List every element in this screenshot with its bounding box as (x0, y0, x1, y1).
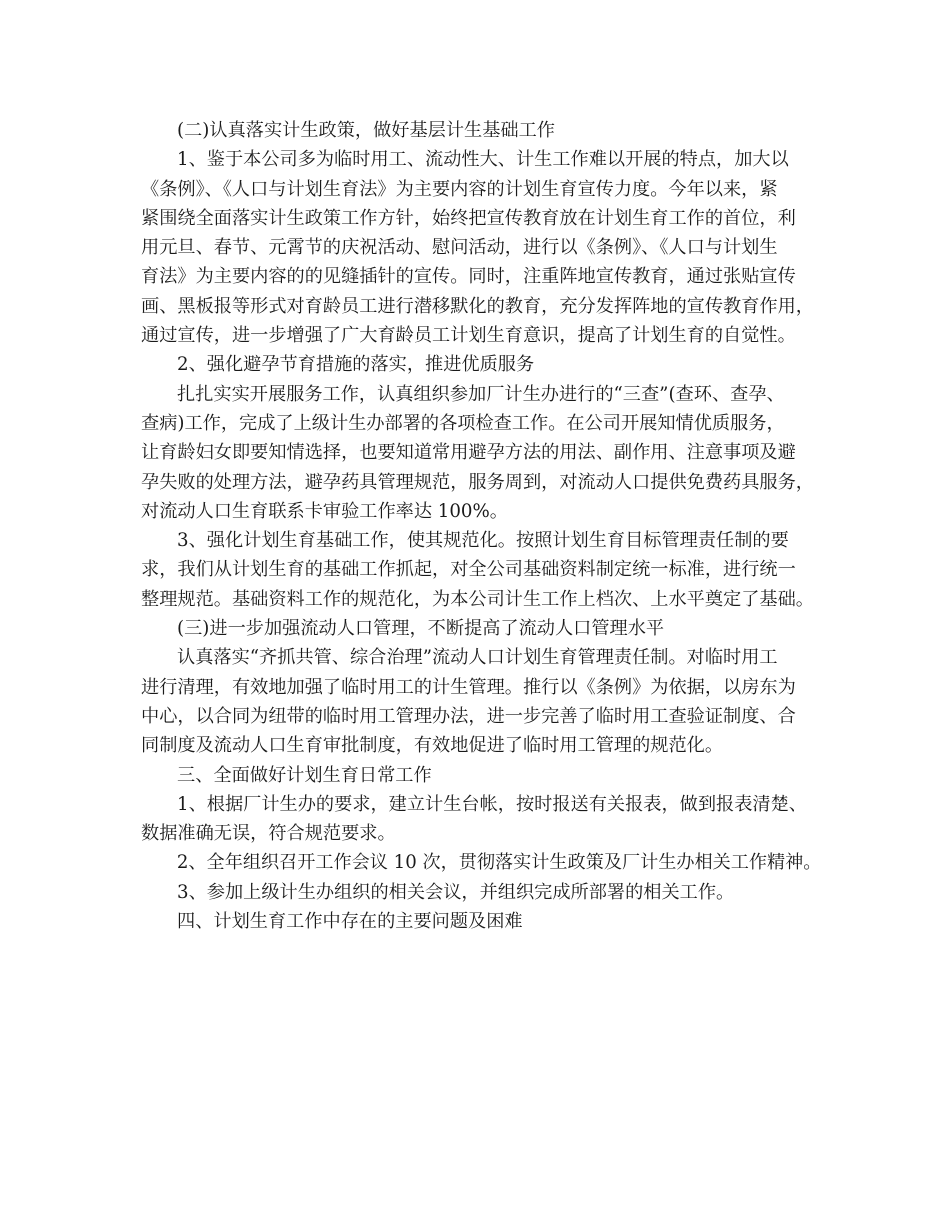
document-paragraph (141, 614, 821, 643)
paragraph-line: 3、参加上级计生办组织的相关会议，并组织完成所部署的相关工作。 (177, 881, 735, 903)
document-paragraph (141, 145, 821, 350)
paragraph-line: (二)认真落实计生政策，做好基层计生基础工作 (177, 120, 555, 141)
document-paragraph (141, 350, 821, 379)
paragraph-line: 画、黑板报等形式对育龄员工进行潜移默化的教育，充分发挥阵地的宣传教育作用， (141, 295, 814, 317)
document-paragraph (141, 907, 821, 936)
paragraph-line: 认真落实“齐抓共管、综合治理”流动人口计划生育管理责任制。对临时用工 (177, 647, 778, 669)
paragraph-line: 1、鉴于本公司多为临时用工、流动性大、计生工作难以开展的特点，加大以 (177, 149, 789, 171)
document-paragraph (141, 643, 821, 760)
paragraph-line: 孕失败的处理方法，避孕药具管理规范，服务周到，对流动人口提供免费药具服务， (141, 471, 814, 493)
paragraph-line: 《条例》、《人口与计划生育法》为主要内容的计划生育宣传力度。今年以来，紧 (141, 178, 778, 200)
document-paragraph (141, 790, 821, 849)
paragraph-line: 扎扎实实开展服务工作，认真组织参加厂计生办进行的“三查”(查环、查孕、 (177, 383, 785, 405)
paragraph-line: 通过宣传，进一步增强了广大育龄员工计划生育意识，提高了计划生育的自觉性。 (141, 325, 796, 347)
paragraph-line: 同制度及流动人口生育审批制度，有效地促进了临时用工管理的规范化。 (141, 735, 724, 757)
paragraph-line: 四、计划生育工作中存在的主要问题及困难 (177, 911, 523, 933)
paragraph-line: 对流动人口生育联系卡审验工作率达 100%。 (141, 500, 508, 522)
paragraph-line: 整理规范。基础资料工作的规范化，为本公司计生工作上档次、上水平奠定了基础。 (141, 588, 814, 610)
paragraph-line: 育法》为主要内容的的见缝插针的宣传。同时，注重阵地宣传教育，通过张贴宣传 (141, 266, 796, 288)
document-paragraph (141, 761, 821, 790)
paragraph-line: 求，我们从计划生育的基础工作抓起，对全公司基础资料制定统一标准，进行统一 (141, 559, 796, 581)
paragraph-line: 2、全年组织召开工作会议 10 次，贯彻落实计生政策及厂计生办相关工作精神。 (176, 852, 822, 874)
paragraph-line: 中心，以合同为纽带的临时用工管理办法，进一步完善了临时用工查验证制度、合 (141, 705, 796, 727)
paragraph-line: 2、强化避孕节育措施的落实，推进优质服务 (177, 354, 535, 376)
paragraph-line: 紧围绕全面落实计生政策工作方针，始终把宣传教育放在计划生育工作的首位，利 (141, 207, 796, 229)
document-paragraph (141, 116, 821, 145)
paragraph-line: 查病)工作，完成了上级计生办部署的各项检查工作。在公司开展知情优质服务， (141, 412, 785, 434)
document-page (141, 116, 821, 936)
paragraph-line: 进行清理，有效地加强了临时用工的计生管理。推行以《条例》为依据，以房东为 (141, 676, 796, 698)
document-paragraph (141, 848, 821, 877)
document-paragraph (141, 526, 821, 614)
paragraph-line: 让育龄妇女即要知情选择，也要知道常用避孕方法的用法、副作用、注意事项及避 (141, 442, 796, 464)
paragraph-line: 三、全面做好计划生育日常工作 (177, 764, 432, 786)
paragraph-line: 3、强化计划生育基础工作，使其规范化。按照计划生育目标管理责任制的要 (177, 530, 789, 552)
document-paragraph (141, 380, 821, 526)
paragraph-line: 1、根据厂计生办的要求，建立计生台帐，按时报送有关报表，做到报表清楚、 (177, 793, 807, 815)
paragraph-line: 数据准确无误，符合规范要求。 (141, 823, 396, 845)
document-paragraph (141, 878, 821, 907)
paragraph-line: 用元旦、春节、元霄节的庆祝活动、慰问活动，进行以《条例》、《人口与计划生 (141, 237, 778, 259)
paragraph-line: (三)进一步加强流动人口管理，不断提高了流动人口管理水平 (177, 618, 665, 640)
